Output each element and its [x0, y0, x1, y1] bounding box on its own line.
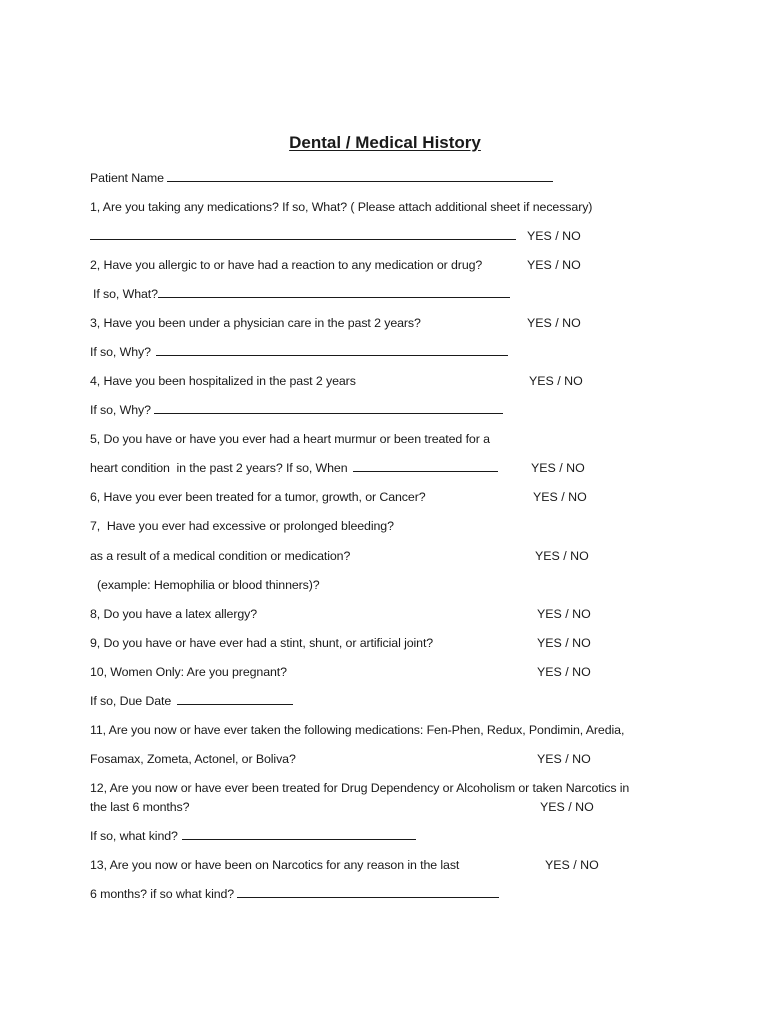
- question-8: 8, Do you have a latex allergy?: [90, 607, 258, 621]
- question-12-line-2: the last 6 months?: [90, 800, 190, 814]
- question-5-line-2: heart condition in the past 2 years? If so, When: [90, 461, 348, 475]
- q10-followup-row: [90, 693, 293, 709]
- patient-name-label: Patient Name: [90, 171, 164, 185]
- question-1: 1, Are you taking any medications? If so, What? ( Please attach additional sheet if necessary): [90, 200, 593, 214]
- q5-line-2-row: [90, 460, 498, 476]
- q3-yes-no[interactable]: YES / NO: [527, 316, 581, 330]
- q8-yes-no[interactable]: YES / NO: [537, 607, 591, 621]
- q13-line-2-row: [90, 886, 499, 902]
- q13-yes-no[interactable]: YES / NO: [545, 858, 599, 872]
- q4-yes-no[interactable]: YES / NO: [529, 374, 583, 388]
- q10-followup-label: If so, Due Date: [90, 694, 172, 708]
- question-11-line-1: 11, Are you now or have ever taken the following medications: Fen-Phen, Redux, Pondimin, Aredia,: [90, 723, 625, 737]
- question-10: 10, Women Only: Are you pregnant?: [90, 665, 287, 679]
- question-7-line-1: 7, Have you ever had excessive or prolonged bleeding?: [90, 519, 394, 533]
- q4-followup-row: [90, 402, 503, 418]
- medications-field[interactable]: [90, 228, 516, 240]
- question-7-line-2: as a result of a medical condition or medication?: [90, 549, 351, 563]
- q9-yes-no[interactable]: YES / NO: [537, 636, 591, 650]
- q5-yes-no[interactable]: YES / NO: [531, 461, 585, 475]
- question-12-line-1: 12, Are you now or have ever been treated for Drug Dependency or Alcoholism or taken Narcotics in: [90, 781, 630, 795]
- narcotics-kind-field[interactable]: [237, 886, 499, 898]
- q6-yes-no[interactable]: YES / NO: [533, 490, 587, 504]
- patient-name-field[interactable]: [167, 170, 553, 182]
- question-6: 6, Have you ever been treated for a tumor, growth, or Cancer?: [90, 490, 426, 504]
- question-7-line-3: (example: Hemophilia or blood thinners)?: [97, 578, 320, 592]
- question-4: 4, Have you been hospitalized in the past 2 years: [90, 374, 356, 388]
- heart-condition-when-field[interactable]: [353, 460, 498, 472]
- q11-yes-no[interactable]: YES / NO: [537, 752, 591, 766]
- form-title: Dental / Medical History: [289, 133, 481, 152]
- q2-yes-no[interactable]: YES / NO: [527, 258, 581, 272]
- physician-reason-field[interactable]: [156, 344, 508, 356]
- q10-yes-no[interactable]: YES / NO: [537, 665, 591, 679]
- q12-followup-row: [90, 828, 416, 844]
- question-3: 3, Have you been under a physician care in the past 2 years?: [90, 316, 421, 330]
- patient-name-row: [90, 170, 553, 186]
- q12-followup-label: If so, what kind?: [90, 829, 178, 843]
- question-2: 2, Have you allergic to or have had a reaction to any medication or drug?: [90, 258, 483, 272]
- q1-yes-no[interactable]: YES / NO: [527, 229, 581, 243]
- question-5-line-1: 5, Do you have or have you ever had a heart murmur or been treated for a: [90, 432, 490, 446]
- q1-row: [90, 228, 516, 244]
- question-9: 9, Do you have or have ever had a stint, shunt, or artificial joint?: [90, 636, 434, 650]
- q3-followup-row: [90, 344, 508, 360]
- due-date-field[interactable]: [177, 693, 293, 705]
- question-11-line-2: Fosamax, Zometa, Actonel, or Boliva?: [90, 752, 296, 766]
- hospitalization-reason-field[interactable]: [154, 402, 503, 414]
- q3-followup-label: If so, Why?: [90, 345, 151, 359]
- q12-yes-no[interactable]: YES / NO: [540, 800, 594, 814]
- question-13-line-1: 13, Are you now or have been on Narcotics for any reason in the last: [90, 858, 460, 872]
- q7-yes-no[interactable]: YES / NO: [535, 549, 589, 563]
- allergy-details-field[interactable]: [158, 286, 510, 298]
- question-13-line-2: 6 months? if so what kind?: [90, 887, 235, 901]
- q4-followup-label: If so, Why?: [90, 403, 151, 417]
- q2-followup-row: [93, 286, 510, 302]
- q2-followup-label: If so, What?: [93, 287, 158, 301]
- drug-kind-field[interactable]: [182, 828, 416, 840]
